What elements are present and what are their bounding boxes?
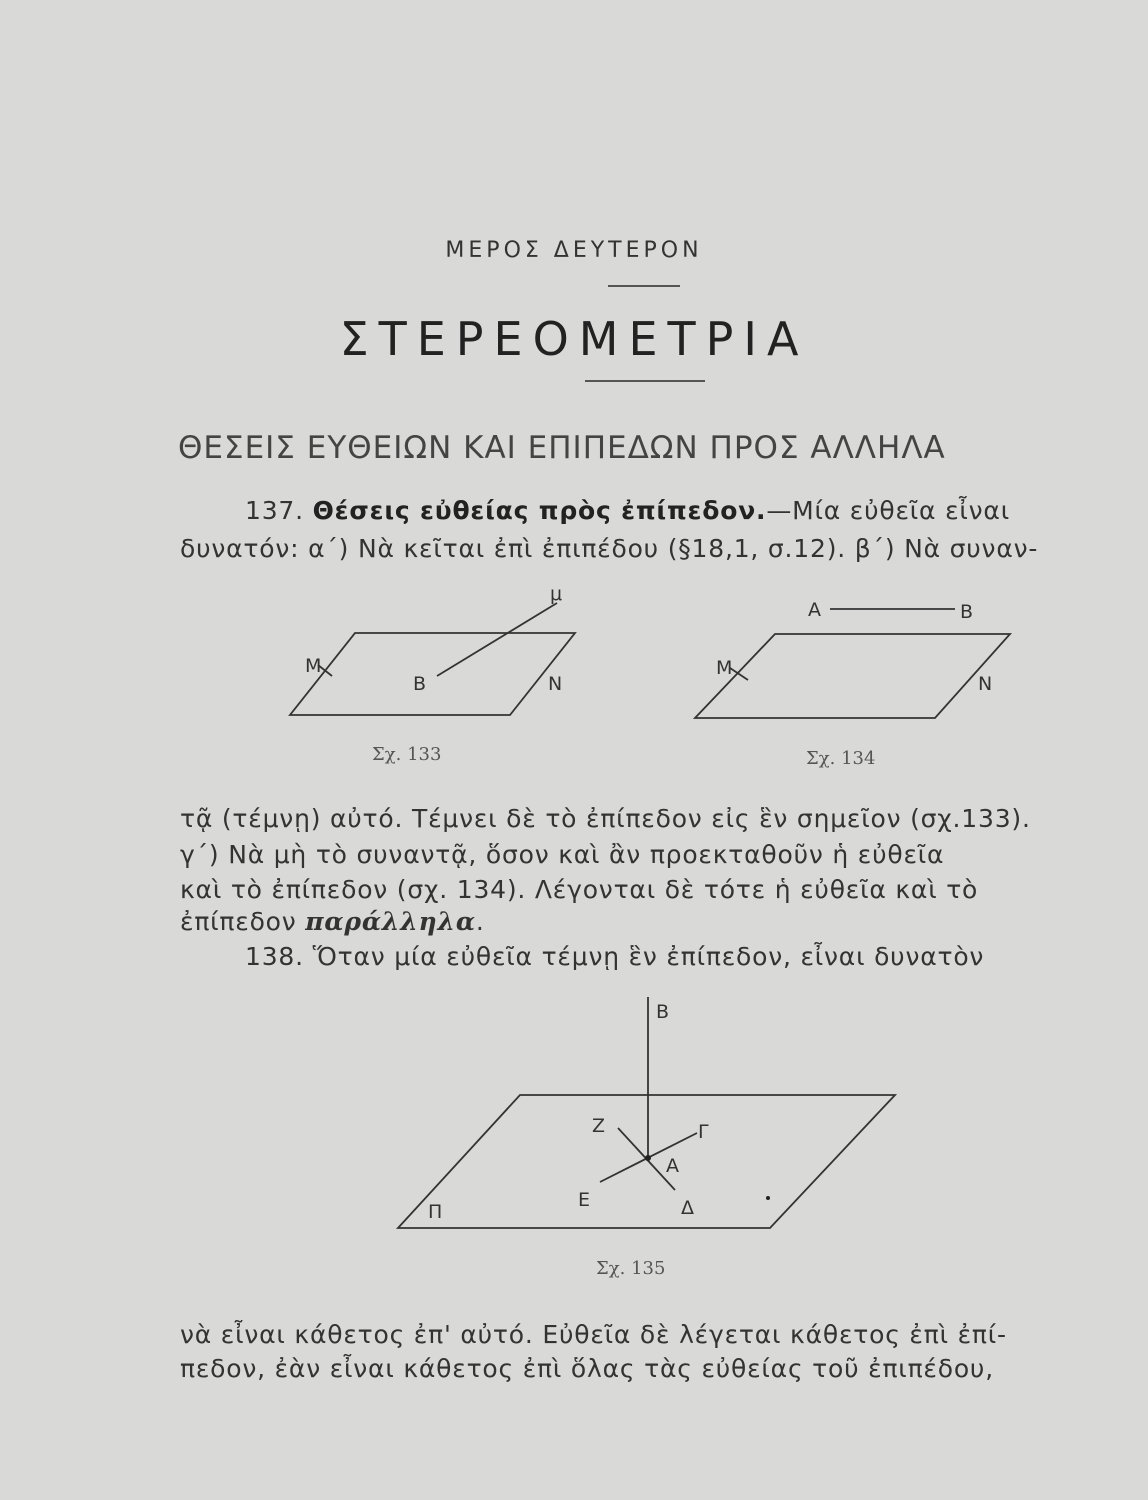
label-134-A: A xyxy=(808,599,821,621)
label-135-E: E xyxy=(578,1189,591,1211)
figure-135 xyxy=(398,997,895,1228)
figure-134 xyxy=(695,609,1010,718)
label-135-G: Γ xyxy=(698,1121,709,1143)
caption-133: Σχ. 133 xyxy=(372,744,442,765)
caption-134: Σχ. 134 xyxy=(806,748,876,769)
para137-line5: καὶ τὸ ἐπίπεδον (σχ. 134). Λέγονται δὲ τότε ἡ εὐθεῖα καὶ τὸ xyxy=(180,875,979,904)
para137-heading: Θέσεις εὐθείας πρὸς ἐπίπεδον. xyxy=(312,496,767,525)
main-title: ΣΤΕΡΕΟΜΕΤΡΙΑ xyxy=(339,312,809,366)
para137-line2: δυνατόν: α΄) Νὰ κεῖται ἐπὶ ἐπιπέδου (§18,1, σ.12). β΄) Νὰ συναν- xyxy=(180,534,1039,563)
point-in-plane xyxy=(766,1196,770,1200)
label-133-M: M xyxy=(305,655,322,677)
term-parallel: παράλληλα xyxy=(305,907,476,936)
label-134-N: N xyxy=(978,673,993,695)
plane-135 xyxy=(398,1095,895,1228)
para137-line6 xyxy=(180,907,1128,936)
label-134-M: M xyxy=(716,657,733,679)
point-a xyxy=(645,1155,651,1161)
para138-line3: πεδον, ἐὰν εἶναι κάθετος ἐπὶ ὅλας τὰς εὐθείας τοῦ ἐπιπέδου, xyxy=(180,1354,994,1383)
part-title: ΜΕΡΟΣ ΔΕΥΤΕΡΟΝ xyxy=(445,238,703,263)
para137-line4: γ΄) Νὰ μὴ τὸ συναντᾷ, ὅσον καὶ ἂν προεκταθοῦν ἡ εὐθεῖα xyxy=(180,840,945,869)
label-135-Z: Z xyxy=(592,1115,606,1137)
figure-133 xyxy=(290,603,575,715)
para137-line6-end: . xyxy=(475,907,485,936)
para137-line1-rest: —Μία εὐθεῖα εἶναι xyxy=(766,496,1010,525)
line-b-mu xyxy=(437,603,557,676)
para138-line2: νὰ εἶναι κάθετος ἐπ' αὐτό. Εὐθεῖα δὲ λέγεται κάθετος ἐπὶ ἐπί- xyxy=(180,1320,1007,1349)
label-133-N: N xyxy=(548,673,563,695)
para138-line1: 138. Ὅταν μία εὐθεῖα τέμνῃ ἓν ἐπίπεδον, εἶναι δυνατὸν xyxy=(245,942,985,971)
label-133-mu: μ xyxy=(550,583,563,605)
section-title: ΘΕΣΕΙΣ ΕΥΘΕΙΩΝ ΚΑΙ ΕΠΙΠΕΔΩΝ ΠΡΟΣ ΑΛΛΗΛΑ xyxy=(178,430,946,466)
para137-line6-start: ἐπίπεδον xyxy=(180,907,306,936)
plane-133 xyxy=(290,633,575,715)
para137-number: 137. xyxy=(245,496,304,525)
para137-line3: τᾷ (τέμνῃ) αὐτό. Τέμνει δὲ τὸ ἐπίπεδον εἰς ἓν σημεῖον (σχ.133). xyxy=(180,804,1031,833)
label-135-P: Π xyxy=(428,1201,443,1223)
label-135-B: B xyxy=(656,1001,670,1023)
label-135-A: A xyxy=(666,1155,679,1177)
label-133-B: B xyxy=(413,673,427,695)
label-134-B: B xyxy=(960,601,974,623)
caption-135: Σχ. 135 xyxy=(596,1258,666,1279)
label-135-D: Δ xyxy=(681,1197,694,1219)
